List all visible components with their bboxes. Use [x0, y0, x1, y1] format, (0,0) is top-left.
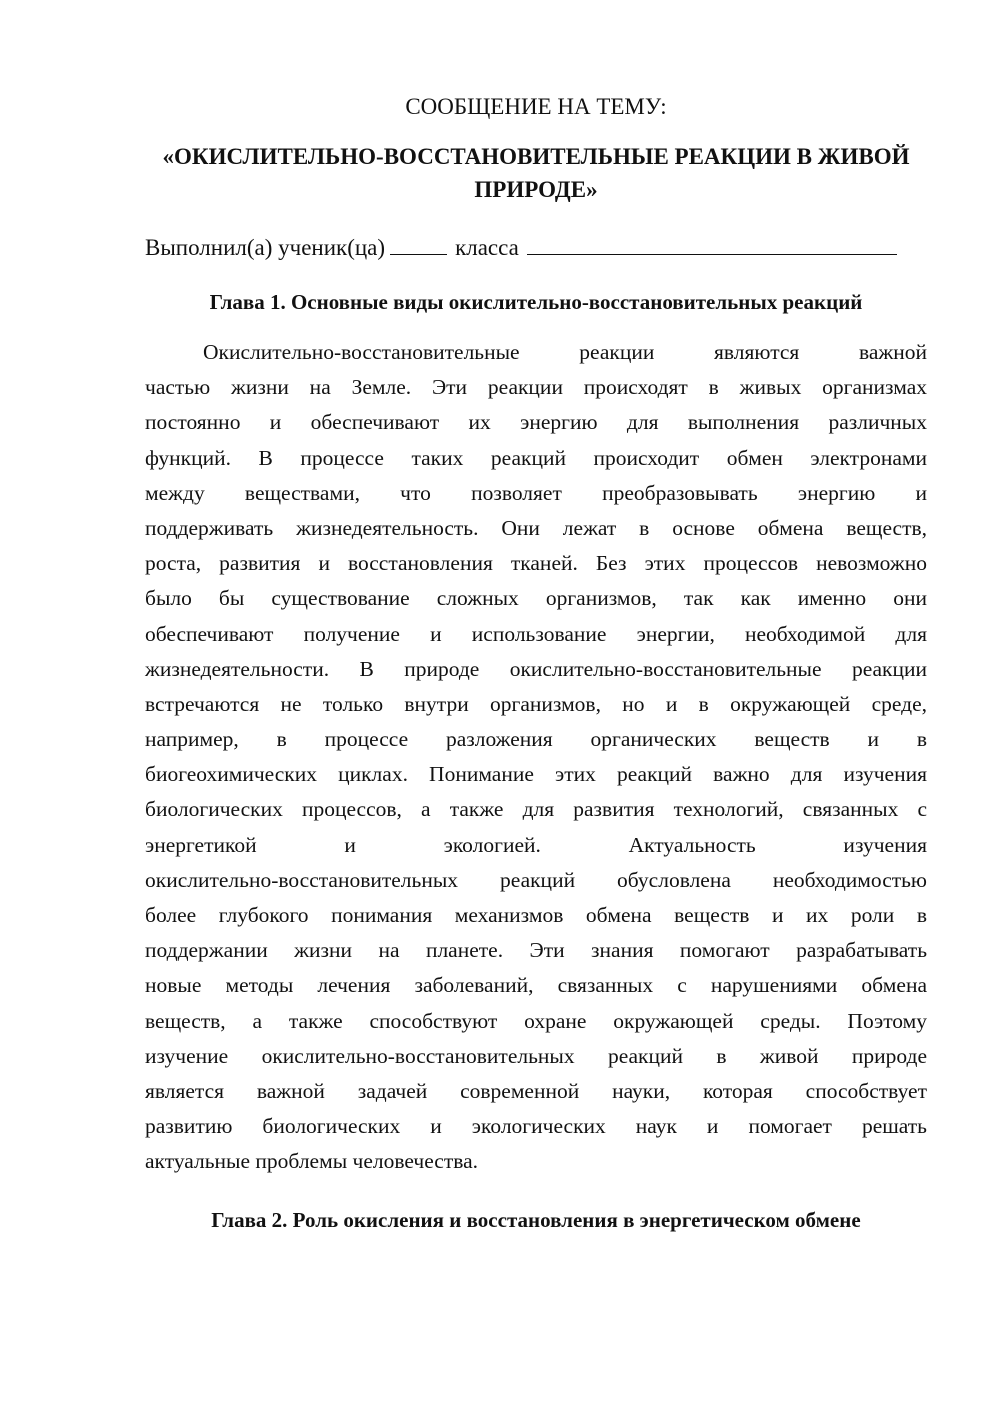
paragraph-line: обеспечивают получение и использование энергии, необходимой для — [145, 621, 927, 646]
paragraph-line: роста, развития и восстановления тканей. Без этих процессов невозможно — [145, 551, 927, 576]
paragraph-line: окислительно-восстановительных реакций обусловлена необходимостью — [145, 867, 927, 892]
chapter-2-title: Глава 2. Роль окисления и восстановления в энергетическом обмене — [211, 1208, 861, 1232]
paragraph-line: встречаются не только внутри организмов, но и в окружающей среде, — [145, 691, 927, 716]
name-blank — [527, 232, 897, 255]
chapter-1-paragraph — [145, 335, 927, 1180]
paragraph-line: изучение окислительно-восстановительных реакций в живой природе — [145, 1043, 927, 1068]
paragraph-line: веществ, а также способствуют охране окружающей среды. Поэтому — [145, 1008, 927, 1033]
author-middle: класса — [455, 235, 519, 260]
paragraph-line: поддерживать жизнедеятельность. Они лежат в основе обмена веществ, — [145, 515, 927, 540]
paragraph-line: более глубокого понимания механизмов обмена веществ и их роли в — [145, 903, 927, 927]
paragraph-line: функций. В процессе таких реакций происходит обмен электронами — [145, 445, 927, 470]
paragraph-line: новые методы лечения заболеваний, связанных с нарушениями обмена — [145, 973, 927, 998]
paragraph-line: жизнедеятельности. В природе окислительно-восстановительные реакции — [145, 656, 927, 681]
paragraph-line: постоянно и обеспечивают их энергию для выполнения различных — [145, 410, 927, 435]
document-title-line-2: ПРИРОДЕ» — [474, 177, 598, 202]
paragraph-line: Окислительно-восстановительные реакции являются важной — [203, 340, 927, 364]
paragraph-line: например, в процессе разложения органических веществ и в — [145, 727, 927, 752]
paragraph-line: актуальные проблемы человечества. — [145, 1149, 479, 1174]
paragraph-line: поддержании жизни на планете. Эти знания помогают разрабатывать — [145, 938, 927, 963]
chapter-1-title: Глава 1. Основные виды окислительно-восстановительных реакций — [209, 290, 863, 314]
paragraph-line: было бы существование сложных организмов, так как именно они — [145, 586, 927, 611]
class-blank — [390, 232, 447, 255]
document-title-line-1: «ОКИСЛИТЕЛЬНО-ВОССТАНОВИТЕЛЬНЫЕ РЕАКЦИИ В ЖИВОЙ — [162, 144, 910, 169]
paragraph-line: является важной задачей современной науки, которая способствует — [145, 1078, 927, 1103]
paragraph-line: биологических процессов, а также для развития технологий, связанных с — [145, 797, 927, 822]
author-line — [145, 232, 927, 263]
document-heading: СООБЩЕНИЕ НА ТЕМУ: — [405, 94, 667, 119]
author-prefix: Выполнил(а) ученик(ца) — [145, 235, 386, 260]
paragraph-line: биогеохимических циклах. Понимание этих реакций важно для изучения — [145, 762, 927, 787]
paragraph-line: частью жизни на Земле. Эти реакции происходят в живых организмах — [145, 375, 927, 400]
paragraph-line: энергетикой и экологией. Актуальность изучения — [145, 832, 927, 857]
paragraph-line: между веществами, что позволяет преобразовывать энергию и — [145, 480, 927, 505]
paragraph-line: развитию биологических и экологических наук и помогает решать — [145, 1114, 927, 1139]
